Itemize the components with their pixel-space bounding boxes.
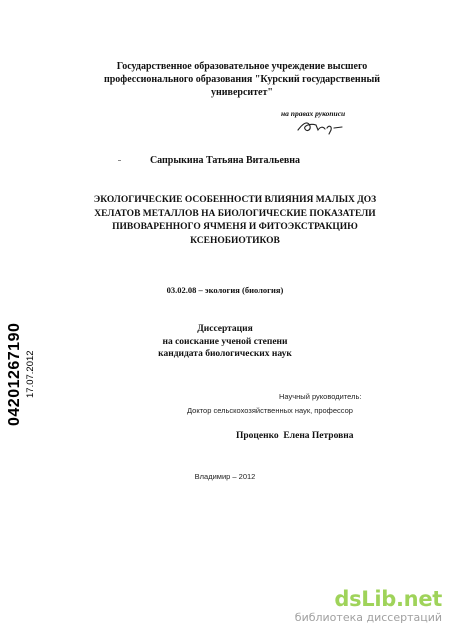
manuscript-rights-note: на правах рукописи [281, 109, 346, 118]
registration-number-stamp: 04201267190 [6, 322, 23, 426]
watermark-logo: dsLib.net [334, 587, 442, 611]
degree-line-1: Диссертация [197, 324, 253, 334]
handwritten-signature [296, 118, 344, 136]
institution-line-2: профессионального образования "Курский государственный [103, 74, 381, 85]
title-line-3: ПИВОВАРЕННОГО ЯЧМЕНЯ И ФИТОЭКСТРАКЦИЮ [112, 222, 358, 232]
title-line-2: ХЕЛАТОВ МЕТАЛЛОВ НА БИОЛОГИЧЕСКИЕ ПОКАЗАТЕЛИ [94, 208, 376, 219]
registration-date-stamp: 17.07.2012 [25, 350, 36, 398]
watermark-subtitle: библиотека диссертаций [294, 611, 442, 624]
thesis-title [90, 194, 380, 248]
institution-line-1: Государственное образовательное учреждение высшего [116, 61, 368, 72]
specialty-code: 03.02.08 – экология (биология) [166, 285, 284, 295]
degree-statement [0, 323, 450, 361]
institution-line-3: университет" [211, 87, 273, 98]
title-line-4: КСЕНОБИОТИКОВ [190, 235, 280, 246]
degree-line-2: на соискание ученой степени [162, 336, 288, 347]
site-watermark [295, 588, 442, 624]
institution-header [92, 60, 392, 99]
degree-line-3: кандидата биологических наук [158, 349, 292, 359]
supervisor-label: Научный руководитель: [279, 392, 362, 401]
supervisor-name: Проценко Елена Петровна [236, 431, 354, 441]
title-line-1: ЭКОЛОГИЧЕСКИЕ ОСОБЕННОСТИ ВЛИЯНИЯ МАЛЫХ ДОЗ [93, 195, 377, 205]
supervisor-degree: Доктор сельскохозяйственных наук, профессор [187, 406, 353, 415]
city-year: Владимир – 2012 [194, 472, 256, 481]
author-name: Сапрыкина Татьяна Витальевна [149, 155, 301, 166]
